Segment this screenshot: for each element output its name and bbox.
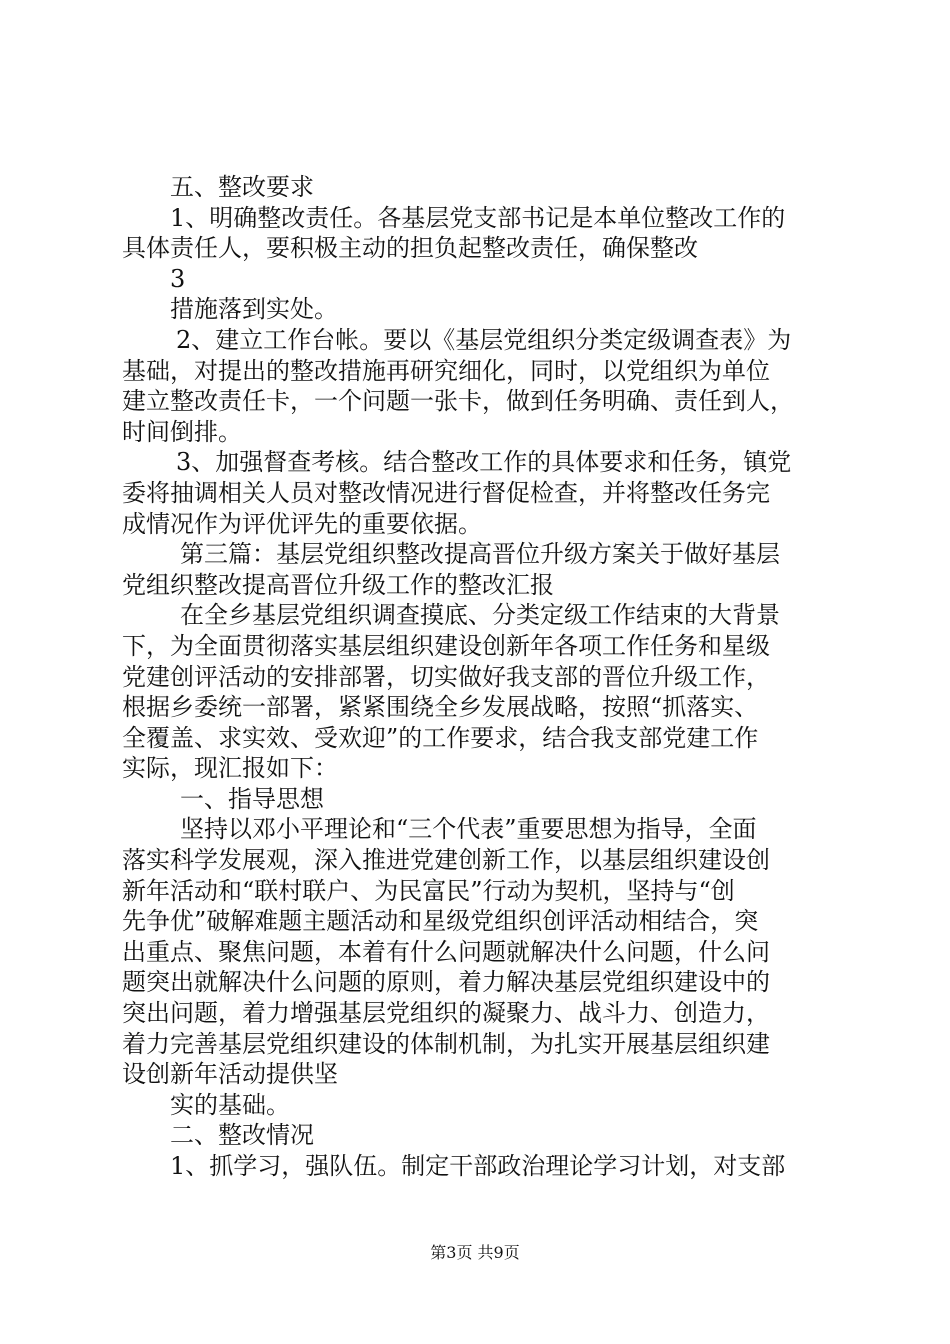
paragraph-line: 实际，现汇报如下： [122, 754, 338, 783]
paragraph-line: 全覆盖、求实效、受欢迎”的工作要求，结合我支部党建工作 [122, 723, 759, 752]
paragraph-line: 出重点、聚焦问题，本着有什么问题就解决什么问题，什么问 [122, 937, 770, 966]
paragraph-line: 下，为全面贯彻落实基层组织建设创新年各项工作任务和星级 [122, 631, 770, 660]
paragraph-line: 实的基础。 [170, 1090, 290, 1119]
paragraph-line: 3、加强督查考核。结合整改工作的具体要求和任务，镇党 [176, 448, 792, 477]
paragraph-line: 根据乡委统一部署，紧紧围绕全乡发展战略，按照“抓落实、 [122, 693, 759, 722]
paragraph-line: 委将抽调相关人员对整改情况进行督促检查，并将整改任务完 [122, 478, 770, 507]
paragraph-line: 基础，对提出的整改措施再研究细化，同时，以党组织为单位 [122, 356, 770, 385]
paragraph-line: 措施落到实处。 [170, 295, 338, 324]
paragraph-line: 建立整改责任卡，一个问题一张卡，做到任务明确、责任到人， [122, 387, 794, 416]
paragraph-line: 2、建立工作台帐。要以《基层党组织分类定级调查表》为 [176, 325, 792, 354]
chapter-title: 第三篇：基层党组织整改提高晋位升级方案关于做好基层 [180, 540, 780, 569]
paragraph-line: 在全乡基层党组织调查摸底、分类定级工作结束的大背景 [180, 601, 780, 630]
paragraph-line: 1、抓学习，强队伍。制定干部政治理论学习计划，对支部 [170, 1152, 786, 1180]
page-number-inline: 3 [170, 264, 186, 293]
paragraph-line: 落实科学发展观，深入推进党建创新工作，以基层组织建设创 [122, 846, 770, 875]
section-heading: 五、整改要求 [170, 173, 314, 201]
paragraph-line: 新年活动和“联村联户、为民富民”行动为契机，坚持与“创 [122, 876, 735, 905]
paragraph-line: 党建创评活动的安排部署，切实做好我支部的晋位升级工作， [122, 662, 770, 691]
paragraph-line: 先争优”破解难题主题活动和星级党组织创评活动相结合，突 [122, 907, 759, 936]
paragraph-line: 着力完善基层党组织建设的体制机制，为扎实开展基层组织建 [122, 1029, 770, 1058]
chapter-title: 党组织整改提高晋位升级工作的整改汇报 [122, 570, 554, 599]
paragraph-line: 时间倒排。 [122, 417, 242, 446]
paragraph-line: 成情况作为评优评先的重要依据。 [122, 509, 482, 538]
section-heading: 二、整改情况 [170, 1121, 314, 1150]
document-body [122, 172, 834, 1182]
page-footer: 第3页 共9页 [430, 1243, 520, 1262]
paragraph-line: 突出问题，着力增强基层党组织的凝聚力、战斗力、创造力， [122, 999, 770, 1028]
paragraph-line: 坚持以邓小平理论和“三个代表”重要思想为指导，全面 [180, 815, 757, 844]
section-heading: 一、指导思想 [180, 784, 324, 813]
paragraph-line: 设创新年活动提供坚 [122, 1060, 338, 1089]
paragraph-line: 具体责任人，要积极主动的担负起整改责任，确保整改 [122, 234, 698, 263]
paragraph-line: 题突出就解决什么问题的原则，着力解决基层党组织建设中的 [122, 968, 770, 997]
paragraph-line: 1、明确整改责任。各基层党支部书记是本单位整改工作的 [170, 203, 786, 232]
